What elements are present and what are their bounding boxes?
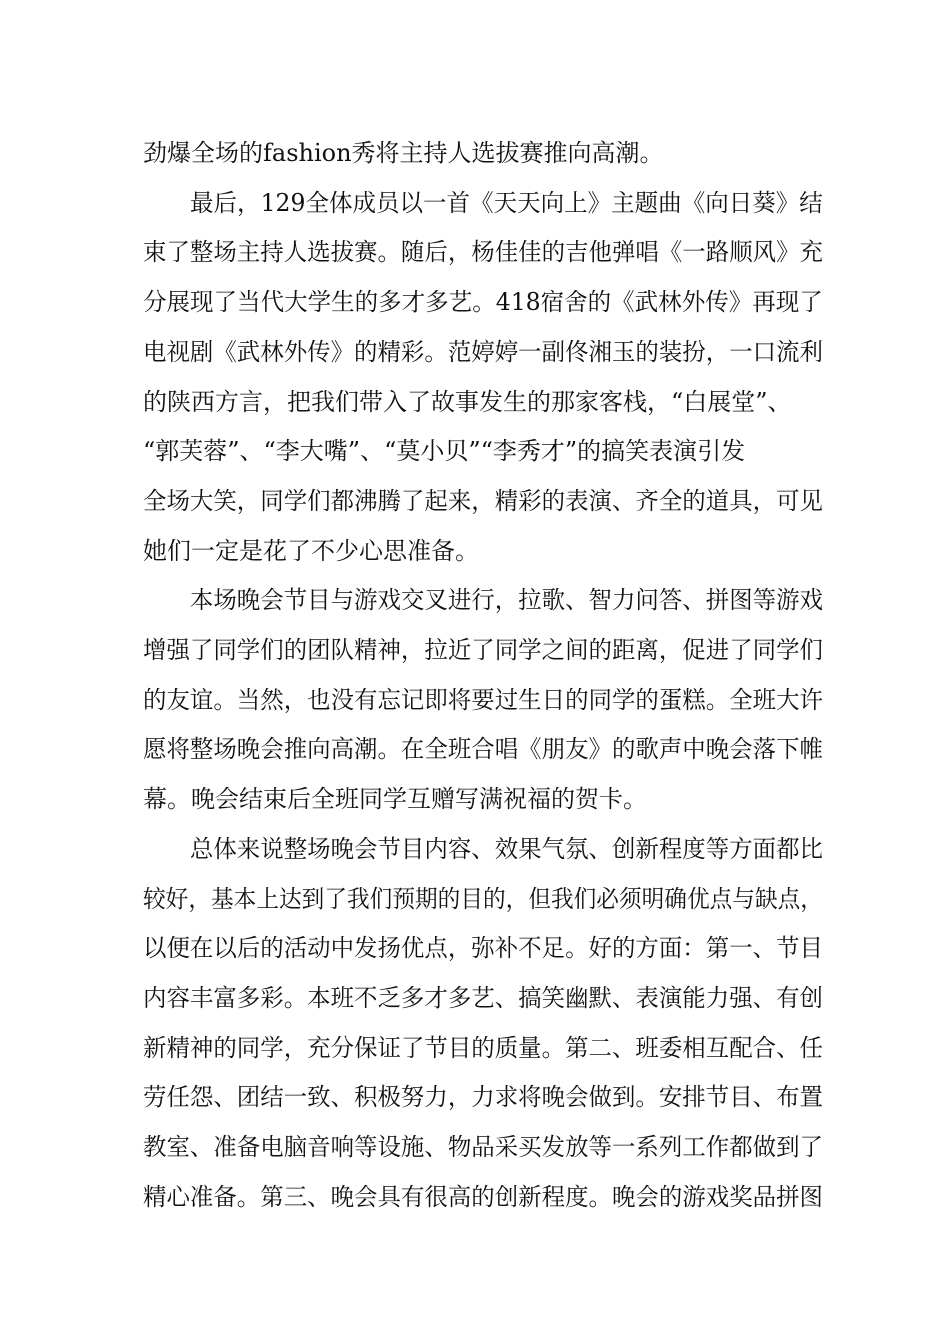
text-line: 精心准备。第三、晚会具有很高的创新程度。晚会的游戏奖品拼图 — [143, 1183, 823, 1211]
text-line: 束了整场主持人选拔赛。随后，杨佳佳的吉他弹唱《一路顺风》充 — [143, 238, 823, 266]
text-line: 的友谊。当然，也没有忘记即将要过生日的同学的蛋糕。全班大许 — [143, 686, 823, 714]
text-line: 全场大笑，同学们都沸腾了起来，精彩的表演、齐全的道具，可见 — [143, 487, 823, 515]
text-line: 内容丰富多彩。本班不乏多才多艺、搞笑幽默、表演能力强、有创 — [143, 984, 823, 1012]
text-line: 以便在以后的活动中发扬优点，弥补不足。好的方面：第一、节目 — [143, 934, 823, 962]
text-line: 新精神的同学，充分保证了节目的质量。第二、班委相互配合、任 — [143, 1034, 823, 1062]
text-line: 本场晚会节目与游戏交叉进行，拉歌、智力问答、拼图等游戏 — [143, 586, 823, 614]
text-line: 总体来说整场晚会节目内容、效果气氛、创新程度等方面都比 — [143, 835, 823, 863]
text-line: 劲爆全场的fashion秀将主持人选拔赛推向高潮。 — [143, 139, 664, 167]
text-line: 她们一定是花了不少心思准备。 — [143, 537, 479, 565]
text-line: 幕。晚会结束后全班同学互赠写满祝福的贺卡。 — [143, 785, 647, 813]
text-line: 较好，基本上达到了我们预期的目的，但我们必须明确优点与缺点， — [143, 885, 823, 913]
text-line: 教室、准备电脑音响等设施、物品采买发放等一系列工作都做到了 — [143, 1133, 823, 1161]
text-line: 最后，129全体成员以一首《天天向上》主题曲《向日葵》结 — [143, 189, 823, 217]
text-line: 愿将整场晚会推向高潮。在全班合唱《朋友》的歌声中晚会落下帷 — [143, 735, 823, 763]
text-line: 的陕西方言，把我们带入了故事发生的那家客栈，“白展堂”、 — [143, 388, 792, 416]
text-line: 增强了同学们的团队精神，拉近了同学之间的距离，促进了同学们 — [143, 636, 823, 664]
text-line: 分展现了当代大学生的多才多艺。418宿舍的《武林外传》再现了 — [143, 288, 823, 316]
text-line: 劳任怨、团结一致、积极努力，力求将晚会做到。安排节目、布置 — [143, 1083, 823, 1111]
text-line: “郭芙蓉”、“李大嘴”、“莫小贝”“李秀才”的搞笑表演引发 — [143, 437, 746, 465]
text-line: 电视剧《武林外传》的精彩。范婷婷一副佟湘玉的装扮，一口流利 — [143, 338, 823, 366]
